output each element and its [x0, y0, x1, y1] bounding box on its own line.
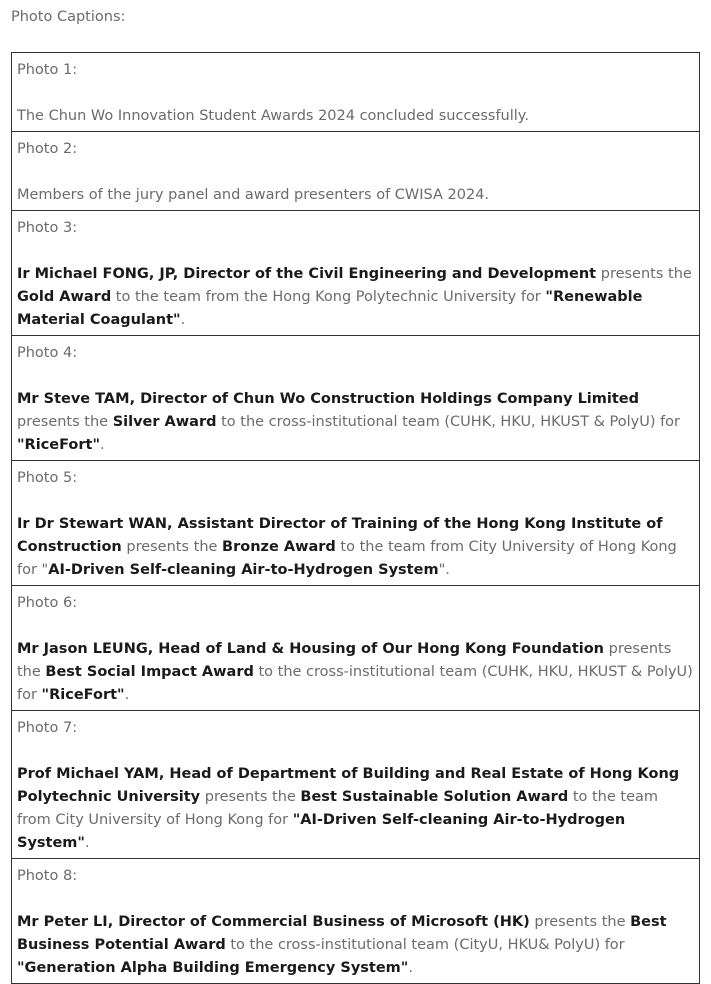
- caption-emphasis: Mr Peter LI, Director of Commercial Business of Microsoft (HK): [17, 914, 530, 930]
- caption-segment: presents the: [121, 539, 223, 555]
- caption-segment: Members of the jury panel and award presenters of CWISA 2024.: [17, 187, 490, 203]
- photo-label: Photo 7:: [17, 720, 78, 736]
- caption-emphasis: "RiceFort": [17, 437, 101, 453]
- caption-text: [17, 513, 694, 582]
- caption-cell: [12, 711, 700, 859]
- caption-segment: to the team from the Hong Kong Polytechnic University for: [111, 289, 546, 305]
- caption-emphasis: "Generation Alpha Building Emergency System": [17, 960, 409, 976]
- caption-emphasis: Bronze Award: [222, 539, 336, 555]
- caption-emphasis: Ir Michael FONG, JP, Director of the Civil Engineering and Development: [17, 266, 597, 282]
- caption-text: [17, 638, 694, 707]
- photo-label: Photo 2:: [17, 141, 78, 157]
- caption-emphasis: AI-Driven Self-cleaning Air-to-Hydrogen System: [48, 562, 439, 578]
- caption-row: [12, 859, 700, 984]
- caption-cell: [12, 211, 700, 336]
- photo-label: Photo 8:: [17, 868, 78, 884]
- caption-segment: .: [408, 960, 413, 976]
- caption-segment: to the team from City University of Hong Kong for: [17, 789, 659, 828]
- caption-segment: to the cross-institutional team (CUHK, HKU, HKUST & PolyU) for: [17, 664, 693, 703]
- caption-row: [12, 461, 700, 586]
- caption-emphasis: Gold Award: [17, 289, 112, 305]
- caption-emphasis: "RiceFort": [41, 687, 125, 703]
- caption-segment: presents the: [17, 414, 113, 430]
- caption-segment: presents the: [529, 914, 631, 930]
- caption-emphasis: Best Sustainable Solution Award: [300, 789, 569, 805]
- page-heading: Photo Captions:: [11, 9, 126, 25]
- caption-segment: to the cross-institutional team (CUHK, HKU, HKUST & PolyU) for: [216, 414, 681, 430]
- caption-cell: [12, 132, 700, 211]
- caption-segment: to the cross-institutional team (CityU, HKU& PolyU) for: [225, 937, 625, 953]
- caption-segment: The Chun Wo Innovation Student Awards 2024 concluded successfully.: [17, 108, 529, 124]
- photo-label: Photo 3:: [17, 220, 78, 236]
- caption-emphasis: Mr Jason LEUNG, Head of Land & Housing of Our Hong Kong Foundation: [17, 641, 605, 657]
- photo-label: Photo 6:: [17, 595, 78, 611]
- caption-text: [17, 263, 694, 332]
- caption-text: [17, 911, 694, 980]
- caption-segment: to the team from City University of Hong Kong for ": [17, 539, 677, 578]
- photo-label: Photo 4:: [17, 345, 78, 361]
- caption-row: [12, 132, 700, 211]
- caption-cell: [12, 461, 700, 586]
- caption-cell: [12, 53, 700, 132]
- caption-emphasis: Best Business Potential Award: [17, 914, 667, 953]
- caption-row: [12, 336, 700, 461]
- caption-segment: ".: [438, 562, 450, 578]
- photo-label: Photo 1:: [17, 62, 78, 78]
- caption-emphasis: "Renewable Material Coagulant": [17, 289, 643, 328]
- caption-row: [12, 211, 700, 336]
- caption-row: [12, 53, 700, 132]
- caption-cell: [12, 859, 700, 984]
- caption-emphasis: Ir Dr Stewart WAN, Assistant Director of Training of the Hong Kong Institute of Construction: [17, 516, 663, 555]
- caption-text: [17, 105, 694, 128]
- caption-emphasis: Silver Award: [112, 414, 217, 430]
- caption-emphasis: "AI-Driven Self-cleaning Air-to-Hydrogen System": [17, 812, 626, 851]
- caption-emphasis: Prof Michael YAM, Head of Department of Building and Real Estate of Hong Kong Polytechnic University: [17, 766, 680, 805]
- caption-segment: .: [180, 312, 186, 328]
- caption-text: [17, 184, 694, 207]
- caption-emphasis: Best Social Impact Award: [45, 664, 254, 680]
- caption-text: [17, 763, 694, 855]
- caption-segment: presents the: [17, 641, 672, 680]
- caption-row: [12, 586, 700, 711]
- caption-segment: .: [124, 687, 130, 703]
- caption-segment: .: [84, 835, 90, 851]
- caption-segment: presents the: [596, 266, 692, 282]
- caption-text: [17, 388, 694, 457]
- captions-table: [11, 52, 700, 984]
- photo-label: Photo 5:: [17, 470, 78, 486]
- caption-emphasis: Mr Steve TAM, Director of Chun Wo Construction Holdings Company Limited: [17, 391, 640, 407]
- caption-segment: presents the: [200, 789, 301, 805]
- captions-table-body: [12, 53, 700, 984]
- caption-cell: [12, 586, 700, 711]
- caption-row: [12, 711, 700, 859]
- caption-segment: .: [100, 437, 105, 453]
- caption-cell: [12, 336, 700, 461]
